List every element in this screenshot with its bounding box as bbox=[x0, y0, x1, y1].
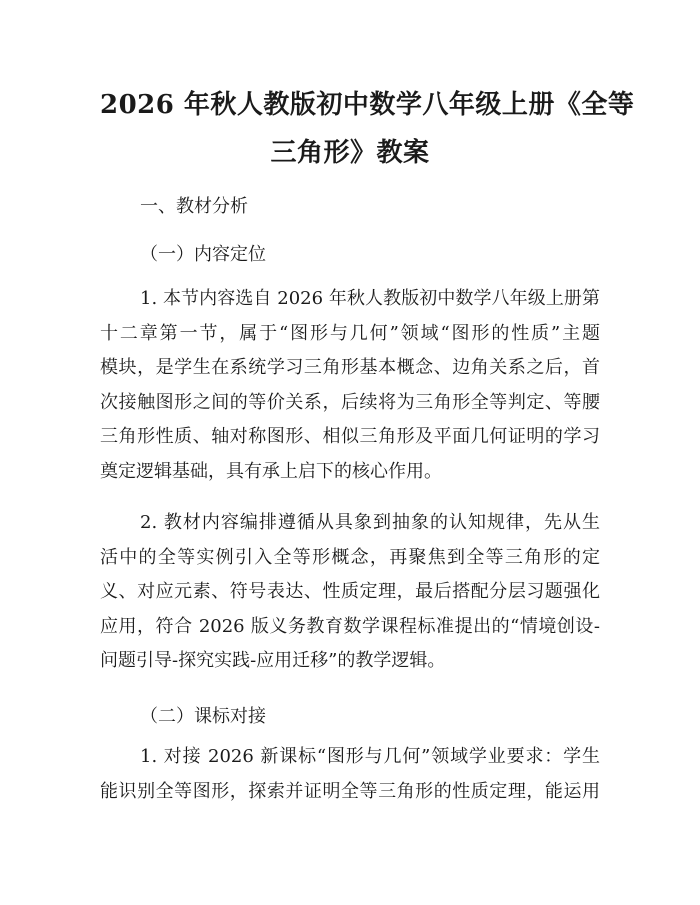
document-title-line-2: 三角形》教案 bbox=[270, 138, 430, 168]
paragraph-line: 义、对应元素、符号表达、性质定理，最后搭配分层习题强化 bbox=[100, 581, 600, 602]
paragraph-line: 能识别全等图形，探索并证明全等三角形的性质定理，能运用 bbox=[100, 780, 600, 802]
document-title-line-1: 2026 年秋人教版初中数学八年级上册《全等 bbox=[100, 90, 635, 120]
paragraph-line: 1. 对接 2026 新课标“图形与几何”领域学业要求：学生 bbox=[140, 746, 600, 767]
section-heading-textbook-analysis: 一、教材分析 bbox=[140, 196, 248, 217]
paragraph-line: 活中的全等实例引入全等形概念，再聚焦到全等三角形的定 bbox=[100, 546, 600, 568]
paragraph-line: 模块，是学生在系统学习三角形基本概念、边角关系之后，首 bbox=[100, 357, 600, 378]
paragraph-line: 应用，符合 2026 版义务教育数学课程标准提出的“情境创设- bbox=[100, 615, 600, 637]
paragraph-line: 2. 教材内容编排遵循从具象到抽象的认知规律，先从生 bbox=[140, 512, 600, 533]
paragraph-line: 1. 本节内容选自 2026 年秋人教版初中数学八年级上册第 bbox=[140, 288, 600, 309]
subsection-heading-content-positioning: （一）内容定位 bbox=[140, 244, 266, 265]
paragraph-content-positioning-1 bbox=[100, 282, 600, 489]
paragraph-line: 三角形性质、轴对称图形、相似三角形及平面几何证明的学习 bbox=[100, 426, 600, 447]
paragraph-content-positioning-2 bbox=[100, 506, 600, 679]
subsection-heading-curriculum-alignment: （二）课标对接 bbox=[140, 706, 266, 727]
paragraph-line: 十二章第一节，属于“图形与几何”领域“图形的性质”主题 bbox=[100, 322, 600, 344]
paragraph-line: 奠定逻辑基础，具有承上启下的核心作用。 bbox=[100, 460, 442, 482]
paragraph-line: 问题引导-探究实践-应用迁移”的教学逻辑。 bbox=[100, 650, 446, 671]
paragraph-line: 次接触图形之间的等价关系，后续将为三角形全等判定、等腰 bbox=[100, 391, 600, 413]
paragraph-curriculum-alignment-1 bbox=[100, 740, 600, 809]
